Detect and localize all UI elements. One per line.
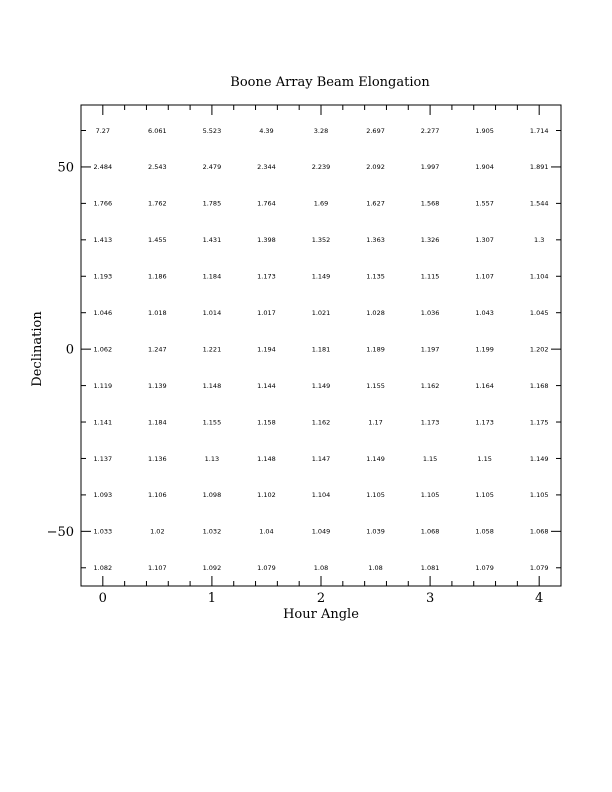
data-value: 1.199 [475,345,494,354]
y-tick-label: −50 [46,524,74,540]
x-axis-label: Hour Angle [283,607,359,622]
data-value: 1.149 [529,454,549,463]
data-value: 1.08 [313,564,329,573]
data-value: 1.766 [93,199,113,208]
data-value: 1.115 [420,272,440,281]
data-value: 1.168 [529,381,549,390]
data-value: 1.363 [366,236,385,245]
data-value: 2.092 [366,163,385,172]
y-tick-label: 0 [65,342,74,358]
data-value: 1.144 [257,381,276,390]
data-value: 1.148 [257,454,276,463]
data-value: 7.27 [95,126,111,135]
data-value: 1.568 [420,199,440,208]
data-value: 1.104 [529,272,549,281]
data-value: 1.033 [93,527,113,536]
data-value: 1.014 [202,309,222,318]
data-values [94,127,549,572]
data-value: 1.762 [148,199,167,208]
data-value: 1.043 [475,309,494,318]
data-value: 1.062 [93,345,113,354]
data-value: 1.049 [311,527,331,536]
data-value: 1.544 [529,199,549,208]
data-value: 1.173 [475,418,494,427]
data-value: 1.162 [420,381,440,390]
data-value: 1.189 [366,345,385,354]
x-tick-label: 2 [316,591,326,606]
y-axis-label: Declination [30,311,45,387]
data-value: 1.104 [311,491,331,500]
data-value: 1.036 [420,309,440,318]
data-value: 1.398 [257,236,276,245]
data-value: 1.149 [311,381,331,390]
data-value: 1.147 [311,454,331,463]
data-value: 1.098 [202,491,222,500]
data-value: 1.032 [202,527,222,536]
data-value: 5.523 [202,126,222,135]
data-value: 1.082 [93,564,113,573]
data-value: 1.08 [368,564,383,573]
data-value: 1.764 [257,199,276,208]
data-value: 1.197 [420,345,440,354]
data-value: 1.997 [420,163,440,172]
data-value: 1.105 [475,491,494,500]
data-value: 1.068 [529,527,549,536]
data-value: 1.455 [148,236,167,245]
data-value: 1.905 [475,126,494,135]
x-tick-label: 3 [425,591,435,606]
data-value: 1.891 [529,163,549,172]
data-value: 1.15 [477,454,492,463]
data-value: 1.106 [148,491,167,500]
chart-title: Boone Array Beam Elongation [230,75,430,90]
data-value: 1.079 [475,564,494,573]
data-value: 1.155 [202,418,222,427]
data-value: 1.15 [422,454,438,463]
data-value: 1.431 [202,236,222,245]
data-value: 1.162 [311,418,331,427]
data-value: 1.149 [366,454,385,463]
data-value: 1.018 [148,309,167,318]
data-value: 1.107 [148,564,167,573]
data-value: 1.079 [257,564,276,573]
x-tick-label: 0 [98,591,107,606]
data-value: 1.093 [93,491,113,500]
data-value: 1.039 [366,527,385,536]
data-value: 1.193 [93,272,113,281]
data-value: 1.326 [420,236,440,245]
data-value: 1.149 [311,272,331,281]
data-value: 2.239 [311,163,331,172]
data-value: 1.158 [257,418,276,427]
data-value: 1.13 [204,454,220,463]
data-value: 1.04 [259,527,274,536]
x-tick-label: 4 [535,591,544,606]
data-value: 1.221 [202,345,222,354]
data-value: 1.155 [366,381,385,390]
data-value: 1.557 [475,199,494,208]
data-value: 1.186 [148,272,167,281]
data-value: 4.39 [259,126,274,135]
data-value: 1.02 [150,527,165,536]
data-value: 2.344 [257,163,276,172]
data-value: 1.352 [311,236,331,245]
data-value: 3.28 [313,126,329,135]
data-value: 1.69 [313,199,329,208]
data-value: 1.079 [529,564,549,573]
data-value: 1.184 [148,418,167,427]
data-value: 1.307 [475,236,494,245]
data-value: 1.785 [202,199,222,208]
data-value: 1.028 [366,309,385,318]
data-value: 1.714 [529,126,549,135]
data-value: 2.277 [420,126,440,135]
data-value: 1.137 [93,454,113,463]
data-value: 2.543 [148,163,167,172]
data-value: 1.119 [93,381,113,390]
data-value: 2.479 [202,163,222,172]
data-value: 1.148 [202,381,222,390]
data-value: 1.068 [420,527,440,536]
data-value: 1.3 [534,236,545,245]
data-value: 1.017 [257,309,276,318]
data-value: 1.141 [93,418,113,427]
data-value: 1.136 [148,454,167,463]
data-value: 1.046 [93,309,113,318]
data-value: 1.105 [420,491,440,500]
data-value: 1.058 [475,527,494,536]
data-value: 1.173 [420,418,440,427]
data-value: 1.181 [311,345,331,354]
data-value: 1.247 [148,345,167,354]
data-value: 1.175 [529,418,549,427]
axis-tick-labels [47,160,544,606]
data-value: 1.194 [257,345,276,354]
data-value: 1.139 [148,381,167,390]
data-value: 1.107 [475,272,494,281]
data-value: 1.202 [529,345,549,354]
data-value: 1.081 [420,564,440,573]
data-value: 1.105 [529,491,549,500]
data-value: 1.105 [366,491,385,500]
data-value: 1.045 [529,309,549,318]
data-value: 1.092 [202,564,222,573]
data-value: 1.627 [366,199,385,208]
x-tick-label: 1 [207,591,217,606]
data-value: 1.17 [368,418,383,427]
data-value: 1.164 [475,381,494,390]
data-value: 1.413 [93,236,113,245]
data-value: 1.102 [257,491,276,500]
data-value: 1.135 [366,272,385,281]
data-value: 1.173 [257,272,276,281]
data-value: 2.697 [366,126,385,135]
y-tick-label: 50 [57,160,74,176]
data-value: 1.904 [475,163,494,172]
data-value: 1.184 [202,272,222,281]
data-value: 1.021 [311,309,331,318]
data-value: 6.061 [148,126,167,135]
data-value: 2.484 [93,163,113,172]
